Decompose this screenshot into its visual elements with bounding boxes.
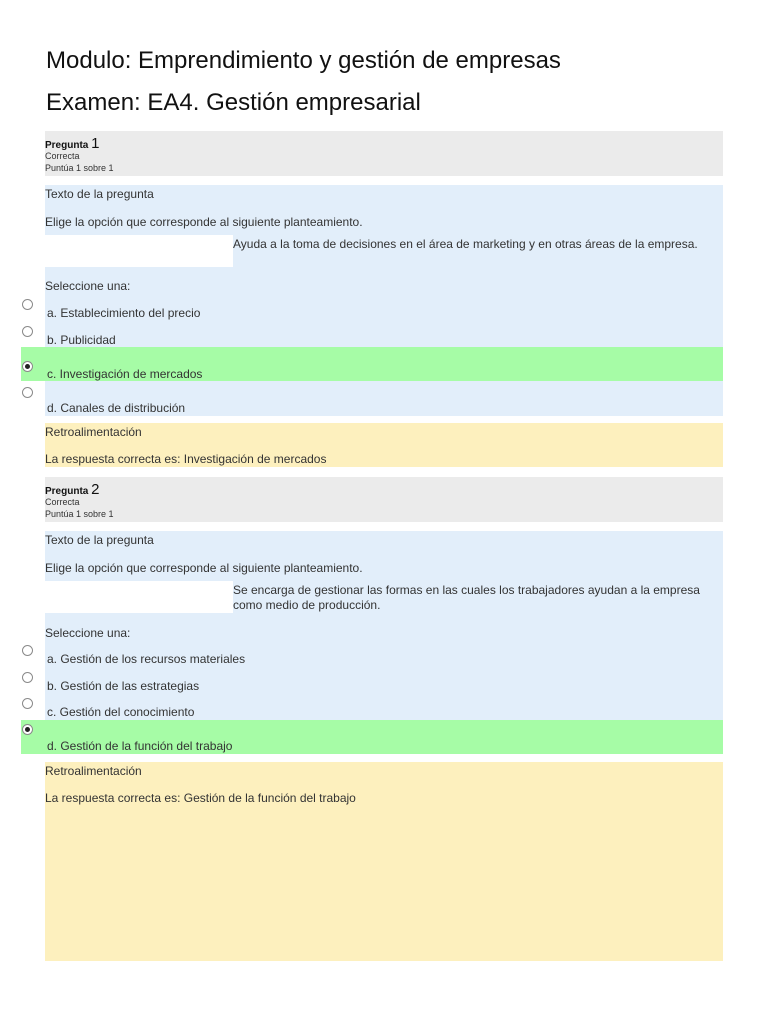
question-2-radio-d[interactable] — [22, 724, 33, 735]
question-1-status: Correcta — [45, 151, 80, 161]
question-1-content — [45, 185, 723, 416]
question-1-instruction: Elige la opción que corresponde al siguiente planteamiento. — [45, 215, 363, 229]
question-2-score: Puntúa 1 sobre 1 — [45, 509, 114, 519]
question-1-radio-d[interactable] — [22, 387, 33, 398]
question-2-option-c[interactable]: c. Gestión del conocimiento — [47, 705, 195, 719]
question-2-statement: Se encarga de gestionar las formas en las cuales los trabajadores ayudan a la empresa como medio de producción. — [233, 583, 700, 612]
question-2-option-d[interactable]: d. Gestión de la función del trabajo — [47, 739, 233, 753]
question-2-radio-c[interactable] — [22, 698, 33, 709]
question-1-select-label: Seleccione una: — [45, 279, 131, 293]
question-1-score: Puntúa 1 sobre 1 — [45, 163, 114, 173]
question-1-blank-cell — [45, 235, 233, 267]
question-1-option-c[interactable]: c. Investigación de mercados — [47, 367, 203, 381]
question-2-instruction: Elige la opción que corresponde al siguiente planteamiento. — [45, 561, 363, 575]
question-label: Pregunta — [45, 140, 89, 151]
question-2-feedback-text: La respuesta correcta es: Gestión de la función del trabajo — [45, 791, 356, 805]
question-1-text-heading: Texto de la pregunta — [45, 187, 154, 201]
question-2-info — [45, 477, 723, 522]
question-1-radio-c[interactable] — [22, 361, 33, 372]
question-2-radio-a[interactable] — [22, 645, 33, 656]
question-1-option-a[interactable]: a. Establecimiento del precio — [47, 306, 201, 320]
module-title: Modulo: Emprendimiento y gestión de empresas — [46, 47, 561, 74]
question-1-radio-b[interactable] — [22, 326, 33, 337]
question-2-select-label: Seleccione una: — [45, 626, 131, 640]
question-1-option-d[interactable]: d. Canales de distribución — [47, 401, 186, 415]
question-2-feedback — [45, 762, 723, 961]
question-2-option-b[interactable]: b. Gestión de las estrategias — [47, 679, 200, 693]
question-number: 2 — [91, 481, 100, 498]
question-2-blank-cell — [45, 581, 233, 613]
exam-title: Examen: EA4. Gestión empresarial — [46, 89, 421, 116]
question-2-text-heading: Texto de la pregunta — [45, 533, 154, 547]
question-1-radio-a[interactable] — [22, 299, 33, 310]
question-1-feedback-heading: Retroalimentación — [45, 425, 142, 439]
question-2-radio-b[interactable] — [22, 672, 33, 683]
question-1-option-b[interactable]: b. Publicidad — [47, 333, 116, 347]
question-1-feedback — [45, 423, 723, 467]
question-1-feedback-text: La respuesta correcta es: Investigación de mercados — [45, 452, 327, 466]
question-1-info — [45, 131, 723, 176]
question-number: 1 — [91, 135, 100, 152]
question-1-statement: Ayuda a la toma de decisiones en el área de marketing y en otras áreas de la empresa. — [233, 237, 698, 251]
question-1-label — [45, 135, 99, 152]
question-label: Pregunta — [45, 486, 89, 497]
question-2-label — [45, 481, 99, 498]
question-2-option-a[interactable]: a. Gestión de los recursos materiales — [47, 652, 246, 666]
question-2-status: Correcta — [45, 497, 80, 507]
question-2-feedback-heading: Retroalimentación — [45, 764, 142, 778]
